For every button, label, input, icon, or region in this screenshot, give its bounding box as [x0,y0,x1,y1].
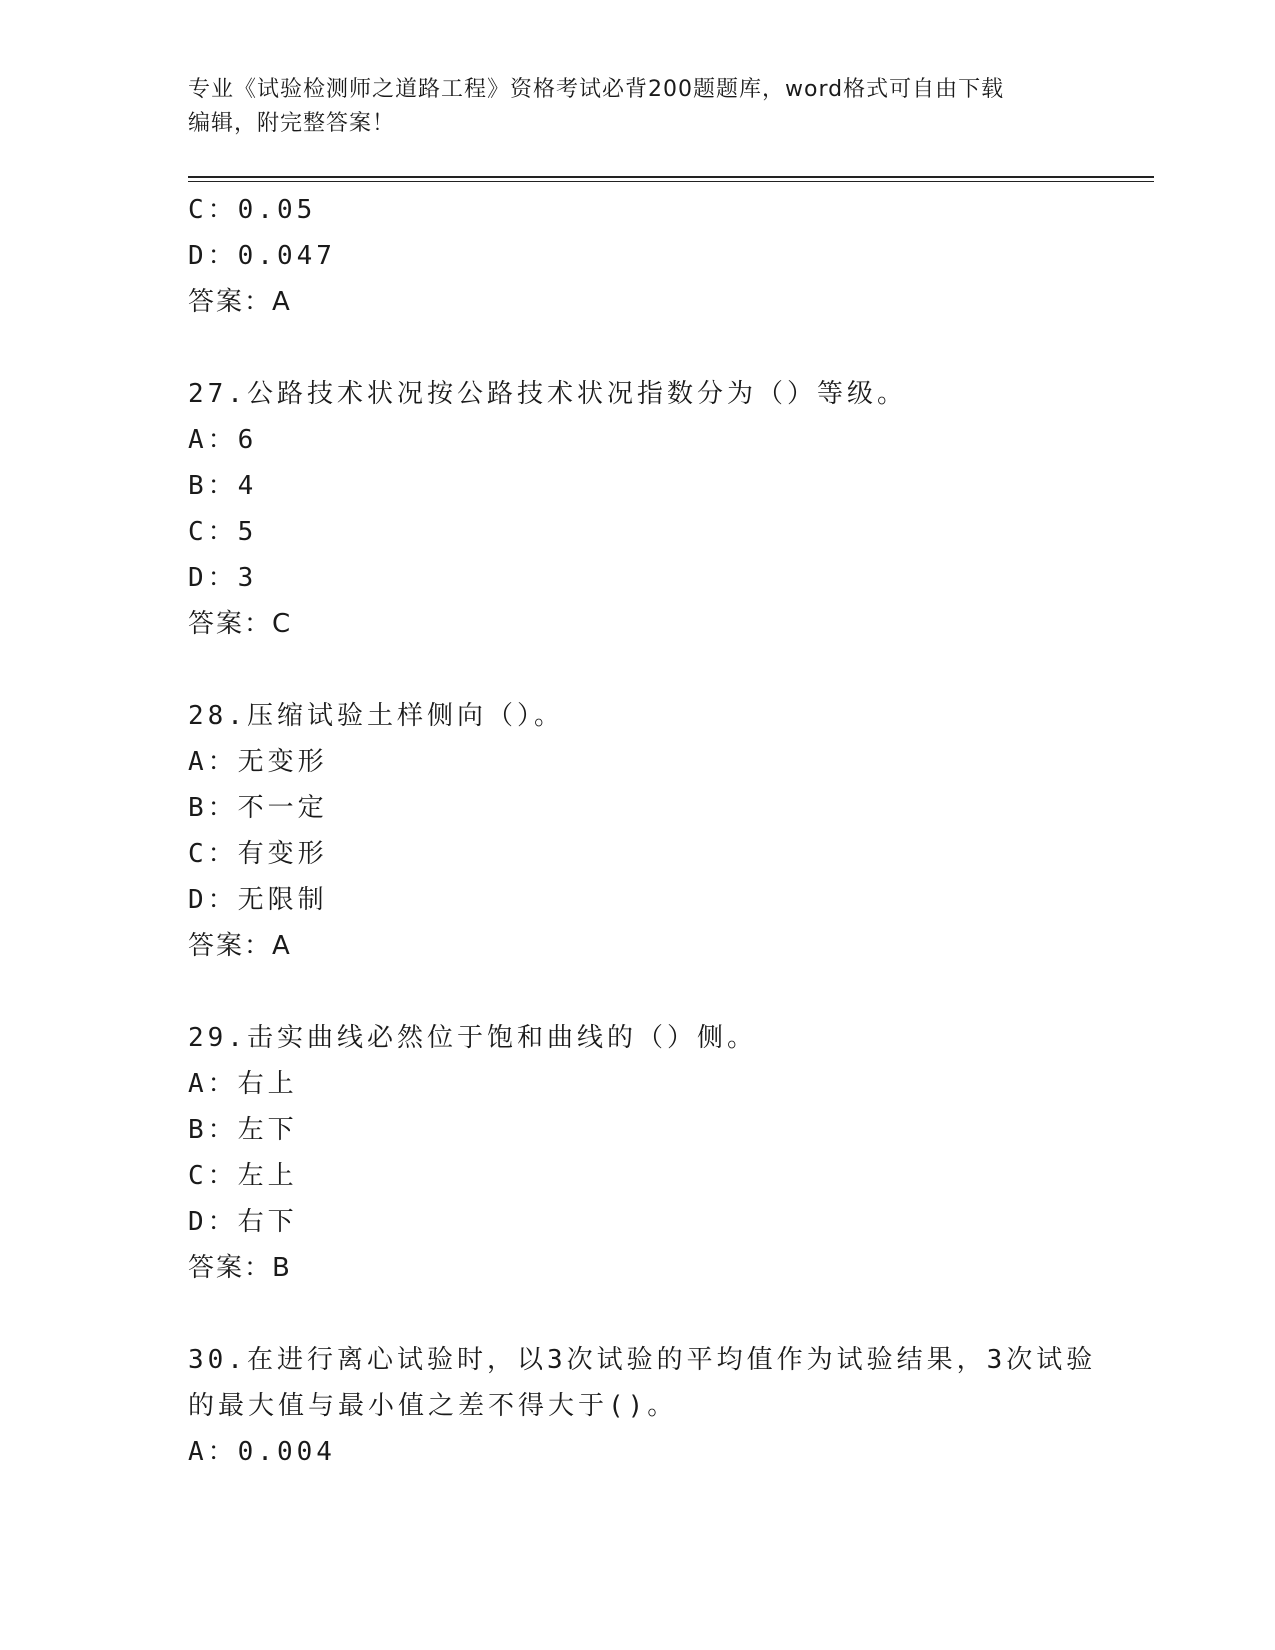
option-d: D：3 [188,563,258,593]
header-divider-thin [188,181,1154,182]
option-a: A：右上 [188,1069,298,1099]
option-d: D：0.047 [188,241,336,271]
answer: 答案：B [188,1253,292,1283]
document-header [188,73,1088,141]
option-c: C：5 [188,517,258,547]
option-b: B：4 [188,471,258,501]
option-a: A：6 [188,425,258,455]
answer: 答案：C [188,609,293,639]
question-29 [188,1015,1088,1291]
question-text-line-1: 30.在进行离心试验时，以3次试验的平均值作为试验结果，3次试验 [188,1345,1097,1375]
option-d: D：右下 [188,1207,298,1237]
option-d: D：无限制 [188,885,328,915]
question-text: 29.击实曲线必然位于饱和曲线的（）侧。 [188,1023,757,1053]
header-divider-thick [188,176,1154,178]
option-c: C：0.05 [188,195,317,225]
question-text-line-2: 的最大值与最小值之差不得大于()。 [188,1391,678,1421]
question-list [188,187,1097,1475]
question-28 [188,693,1088,969]
option-c: C：有变形 [188,839,328,869]
option-a: A：无变形 [188,747,328,777]
header-title-line-2: 编辑，附完整答案！ [188,111,396,136]
question-27 [188,371,1088,647]
question-26-tail [188,187,1088,325]
option-c: C：左上 [188,1161,298,1191]
question-text: 28.压缩试验土样侧向（）。 [188,701,564,731]
question-30 [188,1337,1097,1475]
option-b: B：左下 [188,1115,298,1145]
option-b: B：不一定 [188,793,328,823]
answer: 答案：A [188,931,292,961]
header-title-line-1: 专业《试验检测师之道路工程》资格考试必背200题题库，word格式可自由下载 [188,77,1005,102]
answer: 答案：A [188,287,292,317]
option-a: A：0.004 [188,1437,336,1467]
question-text: 27.公路技术状况按公路技术状况指数分为（）等级。 [188,379,907,409]
